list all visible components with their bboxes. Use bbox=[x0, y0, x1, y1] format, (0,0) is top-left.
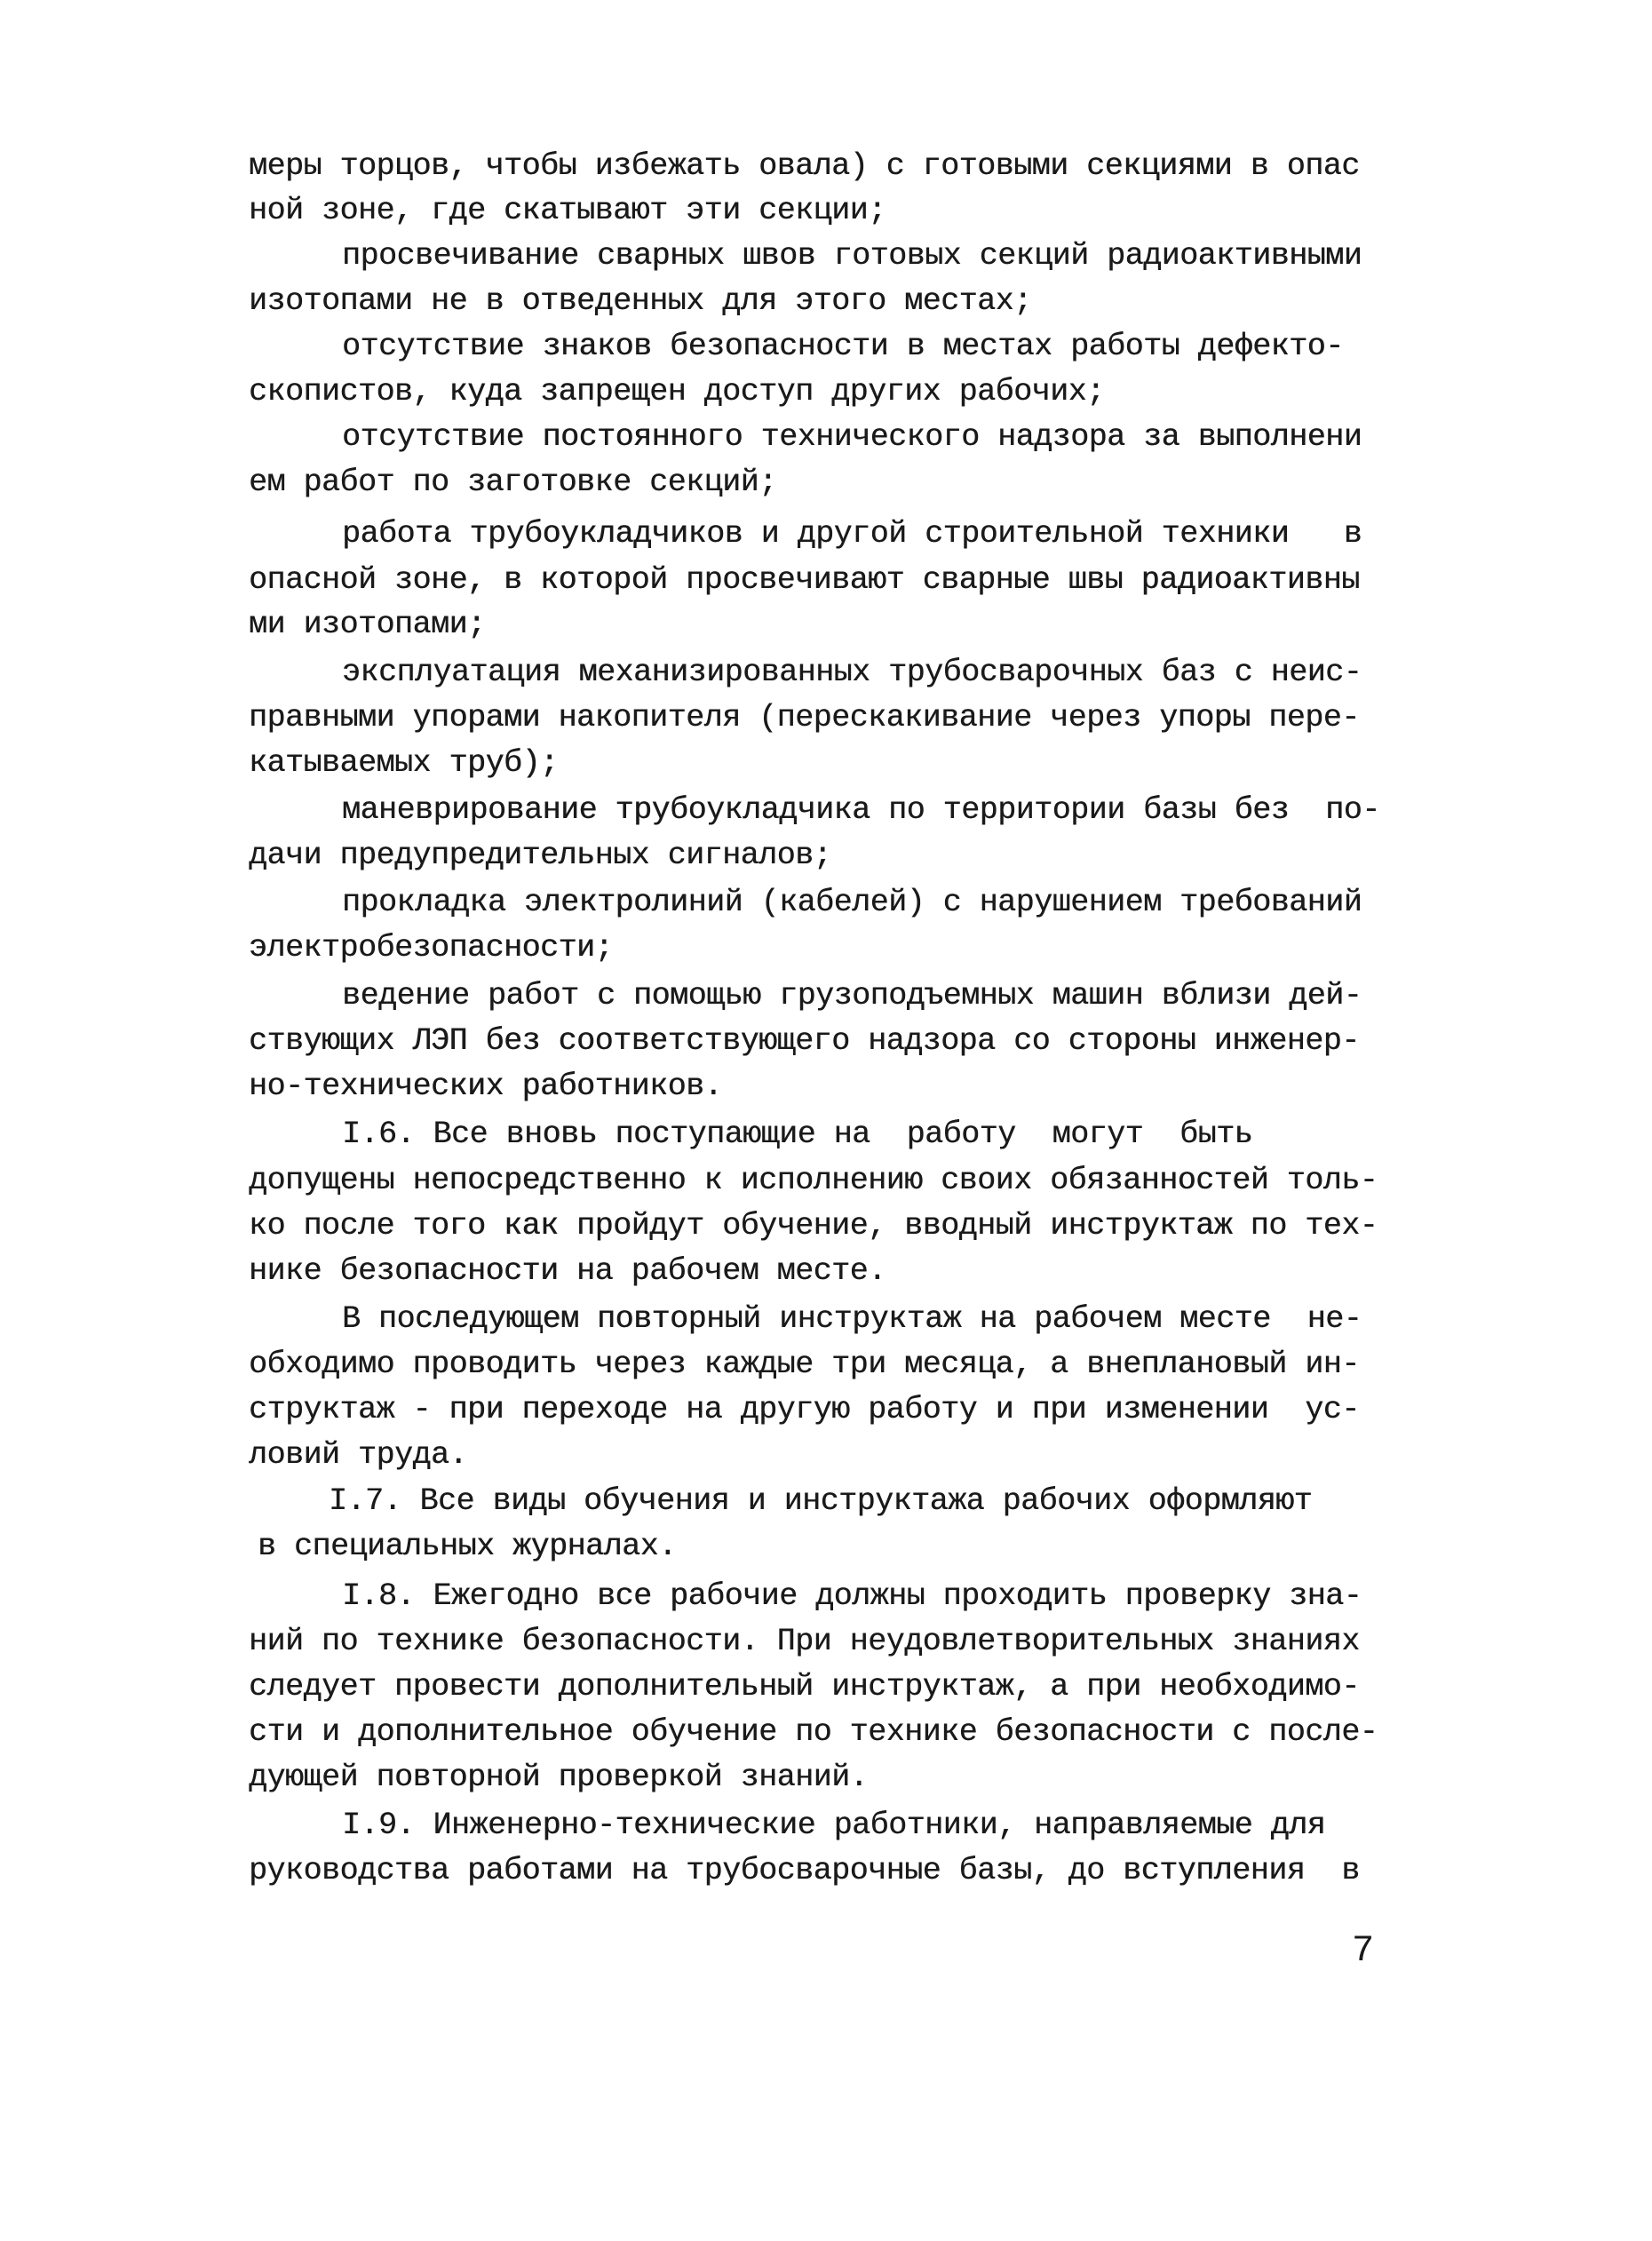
text-line: нике безопасности на рабочем месте. bbox=[249, 1253, 886, 1289]
text-line: изотопами не в отведенных для этого местах; bbox=[249, 283, 1032, 319]
text-line: I.8. Ежегодно все рабочие должны проходить проверку зна- bbox=[342, 1578, 1362, 1614]
text-line: дующей повторной проверкой знаний. bbox=[249, 1760, 869, 1795]
text-line: опасной зоне, в которой просвечивают сварные швы радиоактивны bbox=[249, 562, 1360, 598]
text-line: скопистов, куда запрещен доступ других рабочих; bbox=[249, 374, 1105, 409]
text-line: ловий труда. bbox=[249, 1437, 468, 1473]
text-line: просвечивание сварных швов готовых секций радиоактивными bbox=[342, 238, 1362, 274]
text-line: меры торцов, чтобы избежать овала) с готовыми секциями в опас bbox=[249, 148, 1360, 184]
text-line: сти и дополнительное обучение по технике безопасности с после- bbox=[249, 1714, 1378, 1750]
text-line: ной зоне, где скатывают эти секции; bbox=[249, 193, 886, 228]
text-line: ем работ по заготовке секций; bbox=[249, 465, 777, 500]
text-line: В последующем повторный инструктаж на рабочем месте не- bbox=[342, 1301, 1362, 1337]
text-line: ведение работ с помощью грузоподъемных машин вблизи дей- bbox=[342, 978, 1362, 1013]
text-line: катываемых труб); bbox=[249, 745, 559, 781]
text-line: структаж - при переходе на другую работу и при изменении ус- bbox=[249, 1392, 1360, 1427]
text-line: эксплуатация механизированных трубосварочных баз с неис- bbox=[342, 655, 1362, 690]
text-line: ми изотопами; bbox=[249, 607, 486, 642]
text-line: электробезопасности; bbox=[249, 930, 614, 966]
text-line: допущены непосредственно к исполнению своих обязанностей толь- bbox=[249, 1163, 1378, 1198]
text-line: правными упорами накопителя (перескакивание через упоры пере- bbox=[249, 700, 1360, 735]
text-line: работа трубоукладчиков и другой строительной техники в bbox=[342, 516, 1362, 552]
text-line: прокладка электролиний (кабелей) с нарушением требований bbox=[342, 885, 1362, 920]
text-line: дачи предупредительных сигналов; bbox=[249, 838, 832, 873]
text-line: отсутствие знаков безопасности в местах работы дефекто- bbox=[342, 329, 1344, 364]
text-line: обходимо проводить через каждые три месяца, а внеплановый ин- bbox=[249, 1347, 1360, 1382]
text-line: ствующих ЛЭП без соответствующего надзора со стороны инженер- bbox=[249, 1023, 1360, 1059]
text-line: маневрирование трубоукладчика по территории базы без по- bbox=[342, 792, 1380, 828]
text-line: но-технических работников. bbox=[249, 1069, 723, 1104]
text-line: ко после того как пройдут обучение, вводный инструктаж по тех- bbox=[249, 1208, 1378, 1244]
text-line: I.7. Все виды обучения и инструктажа рабочих оформляют bbox=[329, 1483, 1313, 1519]
text-line: руководства работами на трубосварочные базы, до вступления в bbox=[249, 1853, 1360, 1888]
text-line: следует провести дополнительный инструктаж, а при необходимо- bbox=[249, 1669, 1360, 1705]
text-line: отсутствие постоянного технического надзора за выполнени bbox=[342, 419, 1362, 455]
text-line: I.6. Все вновь поступающие на работу могут быть bbox=[342, 1117, 1253, 1152]
text-line: ний по технике безопасности. При неудовлетворительных знаниях bbox=[249, 1624, 1360, 1659]
page-number: 7 bbox=[1352, 1929, 1374, 1972]
text-line: I.9. Инженерно-технические работники, направляемые для bbox=[342, 1808, 1326, 1843]
text-line: в специальных журналах. bbox=[258, 1529, 677, 1564]
